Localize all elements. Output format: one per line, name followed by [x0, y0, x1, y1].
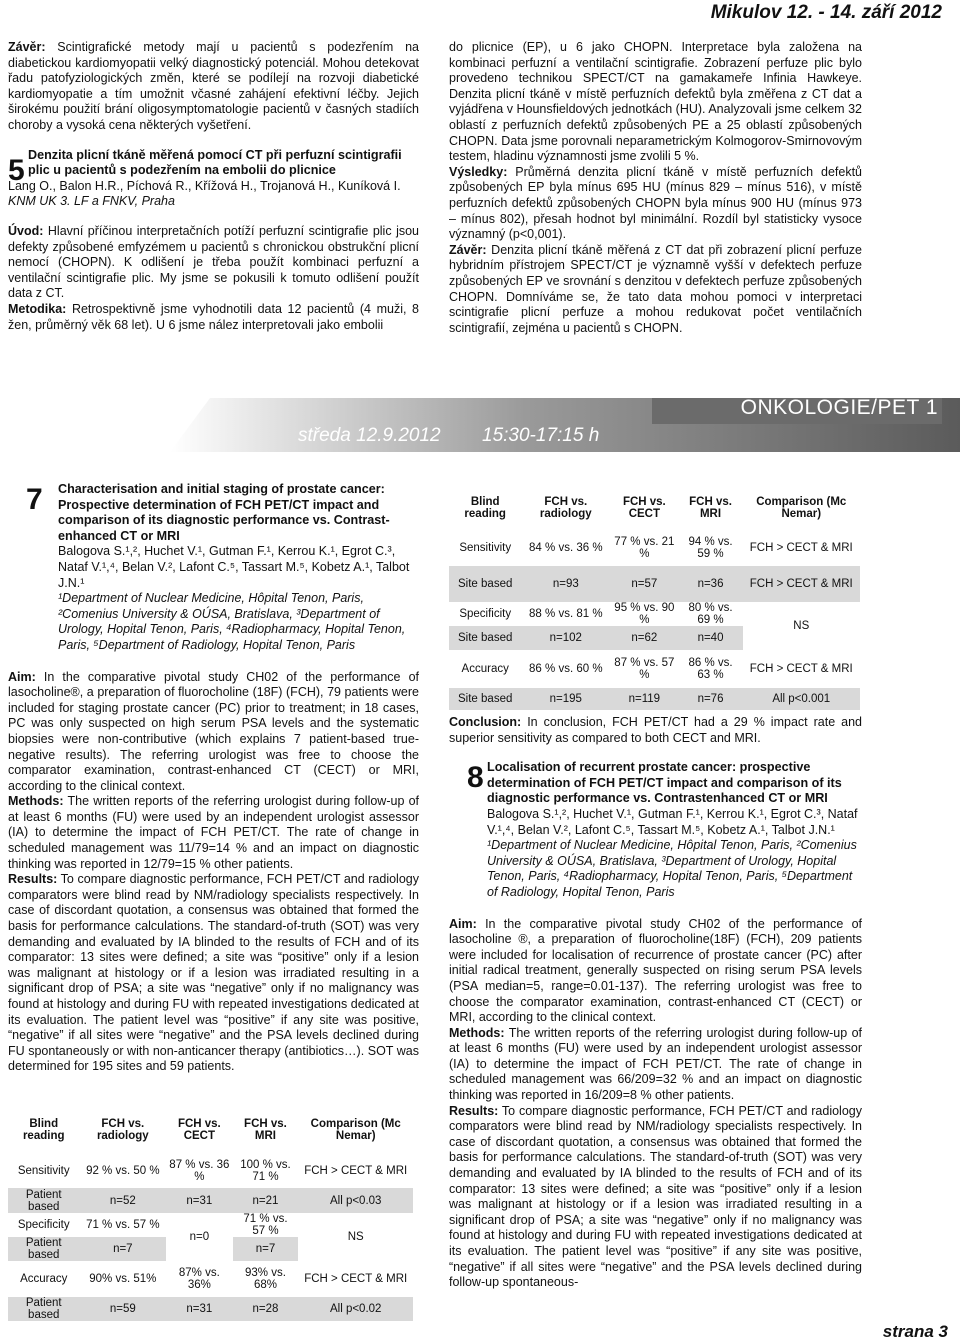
table-cell: Patient based	[8, 1237, 79, 1261]
table-cell: 94 % vs. 59 %	[688, 536, 733, 560]
table-cell: All p<0.03	[298, 1188, 413, 1213]
table-cell: Site based	[449, 566, 521, 602]
table-cell: 92 % vs. 50 %	[86, 1165, 160, 1177]
abstract-number: 8	[467, 761, 484, 795]
table-cell: n=59	[79, 1297, 166, 1321]
abstract-title: Denzita plicní tkáně měřená pomocí CT při perfuzní scintigrafii plic u pacientů s podezřením na embolii do plicnice	[28, 147, 402, 178]
table-header-cell: Comparison (Mc Nemar)	[310, 1118, 401, 1142]
table-header-row	[8, 1106, 413, 1154]
table-cell: Patient based	[8, 1188, 79, 1213]
table-header-cell: FCH vs. MRI	[689, 496, 732, 520]
abstract-affiliation: ¹Department of Nuclear Medicine, Hôpital Tenon, Paris, ²Comenius University & OÚSA, Bratislava, ³Department of Urology, Hopital Tenon, Paris, ⁴Radiopharmacy, Hopital Tenon, Paris, ⁵Department of Radiology, Hopital Tenon, Paris	[58, 591, 406, 652]
table-cell: 88 % vs. 81 %	[529, 608, 603, 620]
abstract-conclusion: Závěr: Denzita plicní tkáně měřená z CT dat při zobrazení plicní perfuze hybridním přístrojem SPECT/CT je významně vyšší v defektech perfuze způsobených EP ve srovnání s denzitou v defektech perfuze způsobených CHOPN. Domníváme se, že tato data mohou pomoci v interpretaci scintigrafie plicní perfuze a mohou redukovat počet ventilačních scintigrafií, zejména u pacientů s CHOPN.	[449, 242, 862, 335]
abstract-7-conclusion: Conclusion: In conclusion, FCH PET/CT had a 29 % impact rate and superior sensitivity as compared to both CECT and MRI.	[449, 715, 862, 745]
table-cell: n=31	[166, 1297, 232, 1321]
table-cell: FCH > CECT & MRI	[749, 663, 853, 675]
table-row	[449, 688, 860, 710]
site-based-results-table	[449, 486, 860, 710]
table-row	[449, 566, 860, 602]
table-cell: FCH > CECT & MRI	[749, 542, 853, 554]
abstract-7	[8, 482, 419, 1075]
top-left-column	[8, 40, 419, 333]
abstract-aim: Aim: In the comparative pivotal study CH02 of the performance of lasocholine®, a preparation of fluorocholine (18F) (FCH), 79 patients were included for staging prostate cancer (PC) prior to treatment; in 18 cases, PC was only suspected on high serum PSA levels and the systematic biopsies were non-contributive (which explains 7 patient-based true-negative results). The referring urologist was free to choose the comparator examination, contrast-enhanced CT (CECT) or MRI, according to the clinical context.	[8, 669, 419, 793]
previous-abstract-conclusion: Závěr: Scintigrafické metody mají u pacientů s podezřením na diabetickou kardiomyopatii velký diagnostický potenciál. Mohou detekovat řadu patofyziologických změn, které se podílejí na rozvoji diabetické kardiomyopatie a tím umožnit včasné zahájení efektivní léčby. Jejich širokému použití brání oligosymptomatologie pacientů v časných stadiích choroby a vysoká cena některých vyšetření.	[8, 40, 419, 132]
table-row	[8, 1261, 413, 1297]
table-cell: n=62	[610, 626, 678, 650]
table-cell: 93% vs. 68%	[245, 1267, 286, 1291]
abstract-title: Localisation of recurrent prostate cancer: prospective determination of FCH PET/CT impact and comparison of its diagnostic performance vs. Contrastenhanced CT or MRI	[487, 760, 842, 806]
abstract-methods: Methods: The written reports of the referring urologist during follow-up of at least 6 months (FU) were used by an independent urologist assessor (IA) to determine the impact of FCH PET/CT. The rate of change in scheduled management was 66/209=32 % and an impact on diagnostic thinking was reported in 16/209=8 % other patients.	[449, 1025, 862, 1103]
table-cell: n=119	[610, 688, 678, 710]
table-header-cell: Comparison (Mc Nemar)	[756, 496, 847, 520]
table-row	[8, 1188, 413, 1213]
session-band	[0, 398, 960, 452]
abstract-affiliation: ¹Department of Nuclear Medicine, Hôpital Tenon, Paris, ²Comenius University & OÚSA, Bratislava, ³Department of Urology, Hopital Tenon, Paris, ⁴Radiopharmacy, Hopital Tenon, Paris, ⁵Department of Radiology, Hopital Tenon, Paris	[487, 838, 857, 899]
abstract-7-heading	[8, 482, 419, 654]
table-header-cell: FCH vs. MRI	[244, 1118, 287, 1142]
table-cell: n=21	[233, 1188, 299, 1213]
table-cell: Site based	[449, 626, 521, 650]
abstract-affiliation: KNM UK 3. LF a FNKV, Praha	[8, 194, 175, 209]
table-cell: 87 % vs. 57 %	[614, 657, 675, 681]
table-cell: 77 % vs. 21 %	[614, 536, 675, 560]
abstract-methods: Methods: The written reports of the referring urologist during follow-up of at least 6 months (FU) were used by an independent urologist assessor (IA) to determine the impact of FCH PET/CT. The rate of change in scheduled management was 11/79=14 % and an impact on diagnostic thinking was reported in 12/79=15 % other patients.	[8, 794, 419, 871]
abstract-methods: Metodika: Retrospektivně jsme vyhodnotili data 12 pacientů (4 muži, 8 žen, průměrný věk 68 let). U 6 jsme nález interpretovali jako embolii	[8, 301, 419, 332]
table-cell: FCH > CECT & MRI	[743, 566, 860, 602]
table-cell: n=76	[679, 688, 743, 710]
patient-based-results-table	[8, 1106, 413, 1321]
table-cell: 84 % vs. 36 %	[529, 542, 603, 554]
table-cell: n=7	[79, 1237, 166, 1261]
table-cell: n=31	[166, 1188, 232, 1213]
table-cell: 95 % vs. 90 %	[614, 602, 675, 626]
table-header-cell: Blind reading	[464, 496, 506, 520]
table-row	[449, 530, 860, 566]
abstract-authors: Lang O., Balon H.R., Píchová R., Křížová H., Trojanová H., Kuníková I.	[8, 178, 401, 193]
table-cell: Accuracy	[20, 1273, 68, 1285]
session-name: ONKOLOGIE/PET 1	[740, 396, 938, 419]
abstract-title: Characterisation and initial staging of prostate cancer: Prospective determination of FCH PET/CT impact and comparison of its diagnostic performance vs. Contrast-enhanced CT or MRI	[58, 482, 390, 543]
table-row	[449, 602, 860, 626]
abstract-8-heading	[449, 760, 862, 900]
table-header-cell: FCH vs. CECT	[177, 1118, 221, 1142]
table-cell: Specificity	[459, 608, 512, 620]
table-row	[449, 650, 860, 688]
table-header-cell: FCH vs. radiology	[96, 1118, 149, 1142]
table-cell: 71 % vs. 57 %	[86, 1219, 160, 1231]
table-cell: FCH > CECT & MRI	[304, 1273, 408, 1285]
session-time: 15:30-17:15 h	[482, 425, 600, 446]
table-cell: 80 % vs. 69 %	[688, 602, 733, 626]
abstract-intro: Úvod: Hlavní příčinou interpretačních potíží perfuzní scintigrafie plic jsou defekty způsobené emfyzémem u pacientů s chronickou obstrukční plicní nemocí (CHOPN). K odlišení je třeba použít kombinaci perfuzní a ventilační scintigrafie plic. My jsme se pokusili k tomuto odlišení použít data z CT.	[8, 223, 419, 301]
table-cell: n=36	[679, 566, 743, 602]
table-cell: n=28	[233, 1297, 299, 1321]
abstract-authors: Balogova S.¹,², Huchet V.¹, Gutman F.¹, Kerrou K.¹, Egrot C.³, Nataf V.¹,⁴, Belan V.², Lafont C.⁵, Tassart M.⁵, Kobetz A.¹, Talbot J.N.¹	[58, 544, 410, 590]
table-cell: n=0	[166, 1213, 232, 1261]
abstract-authors: Balogova S.¹,², Huchet V.¹, Gutman F.¹, Kerrou K.¹, Egrot C.³, Nataf V.¹,⁴, Belan V.², Lafont C.⁵, Tassart M.⁵, Kobetz A.¹, Talbot J.N.¹	[487, 806, 858, 837]
table-cell: n=93	[521, 566, 610, 602]
table-cell: Specificity	[17, 1219, 70, 1231]
table-cell: 100 % vs. 71 %	[240, 1159, 291, 1183]
session-day: středa 12.9.2012	[298, 425, 441, 446]
table-cell: n=52	[79, 1188, 166, 1213]
table-cell: Site based	[449, 688, 521, 710]
table-row	[8, 1154, 413, 1188]
event-header: Mikulov 12. - 14. září 2012	[710, 2, 942, 23]
abstract-continued: do plicnice (EP), u 6 jako CHOPN. Interpretace byla založena na kombinaci perfuzní a ventilační scintigrafie. Zobrazení perfuze plic bylo provedeno technikou SPECT/CT na gamakameře Infinia Hawkeye. Denzita plicní tkáně v místě perfuzních defektů byla změřena z CT dat a vyjádřena v Hounsfieldových jednotkách (HU). Analyzovali jsme celkem 32 oblastí z perfuzních defektů způsobených PE a 25 oblastí způsobených CHOPN. Data jsme porovnali neparametrickým Kolmogorov-Smirnovovým testem, hladinu významnosti jsme zvolili 5 %.	[449, 40, 862, 164]
abstract-aim: Aim: In the comparative pivotal study CH02 of the performance of lasocholine ®, a preparation of fluorocholine(18F) (FCH), 209 patients were included for localisation of recurrence of prostate cancer (PC) after initial radical treatment, generally suspected on rising serum PSA levels (PSA median=5, range=0.01-137). The referring urologist was free to choose the comparator examination, contrast-enhanced CT (CECT) or MRI, according to the clinical context.	[449, 916, 862, 1025]
table-cell: Patient based	[8, 1297, 79, 1321]
table-cell: All p<0.02	[298, 1297, 413, 1321]
table-cell: n=40	[679, 626, 743, 650]
table-cell: Sensitivity	[459, 542, 512, 554]
table-cell: n=102	[521, 626, 610, 650]
abstract-results: Results: To compare diagnostic performance, FCH PET/CT and radiology comparators were blind read by NM/radiology specialists respectively. In case of discordant quotation, a consensus was obtained that formed the basis for performance calculations. The standard-of-truth (SOT) was very demanding and evaluated by IA blinded to the results of FCH and of its comparator: 13 sites were defined; a site was “positive” only if a lesion was malignant at histology or if a lesion was irradiated resulting in a significant drop of PSA; a site was “negative” only if no malignancy was found at histology and during FU with repeated investigations dedicated at its evaluation. The patient level was “positive” if any site was positive, “negative” if all sites were “negative” and the PSA levels declined during FU spontaneously or with non-anticancer therapy (antibiotics…). SOT was determined for 195 sites and 59 patients.	[8, 872, 419, 1074]
abstract-number: 5	[8, 153, 25, 187]
table-row	[8, 1213, 413, 1237]
page-number: strana 3	[882, 1322, 948, 1341]
table-cell: All p<0.001	[743, 688, 860, 710]
table-cell: Sensitivity	[17, 1165, 70, 1177]
table-cell: n=195	[521, 688, 610, 710]
table-header-cell: FCH vs. radiology	[539, 496, 592, 520]
table-cell: 87 % vs. 36 %	[169, 1159, 230, 1183]
table-cell: Accuracy	[461, 663, 509, 675]
table-cell: NS	[298, 1213, 413, 1261]
table-cell: FCH > CECT & MRI	[304, 1165, 408, 1177]
table-cell: 71 % vs. 57 %	[243, 1213, 288, 1237]
table-header-row	[449, 486, 860, 530]
table-row	[8, 1297, 413, 1321]
table-cell: 90% vs. 51%	[89, 1273, 157, 1285]
bottom-right-column	[449, 715, 862, 1291]
table-cell: NS	[743, 602, 860, 650]
table-cell: 87% vs. 36%	[178, 1267, 220, 1291]
abstract-results: Results: To compare diagnostic performance, FCH PET/CT and radiology comparators were blind read by NM/radiology specialists respectively. In case of discordant quotation, a consensus was obtained that formed the basis for performance calculations. The standard-of-truth (SOT) was very demanding and evaluated by IA blinded to the results of FCH and of its comparator: 13 sites were defined; a site was “positive” only if a lesion was malignant at histology or if a lesion was irradiated resulting in a significant drop of PSA; a site was “negative” only if no malignancy was found at histology and during FU with repeated investigations dedicated at its evaluation. The patient level was “positive” if any site was positive, “negative” if all sites were “negative” and the PSA levels declined during follow-up spontaneous-	[449, 1103, 862, 1290]
table-cell: 86 % vs. 63 %	[688, 657, 733, 681]
table-header-cell: FCH vs. CECT	[622, 496, 666, 520]
abstract-results: Výsledky: Průměrná denzita plicní tkáně v místě perfuzních defektů způsobených EP byla mínus 695 HU (mínus 829 – mínus 516), v místě perfuzních defektů způsobených CHOPN byla mínus 900 HU (mínus 973 – mínus 802), přesah hodnot byl minimální. Rozdíl byl statisticky vysoce významný (p<0,001).	[449, 164, 862, 242]
table-header-cell: Blind reading	[22, 1118, 65, 1142]
table-cell: 86 % vs. 60 %	[529, 663, 603, 675]
top-right-column	[449, 40, 862, 336]
table-cell: n=57	[610, 566, 678, 602]
abstract-number: 7	[26, 483, 43, 516]
table-cell: n=7	[233, 1237, 299, 1261]
